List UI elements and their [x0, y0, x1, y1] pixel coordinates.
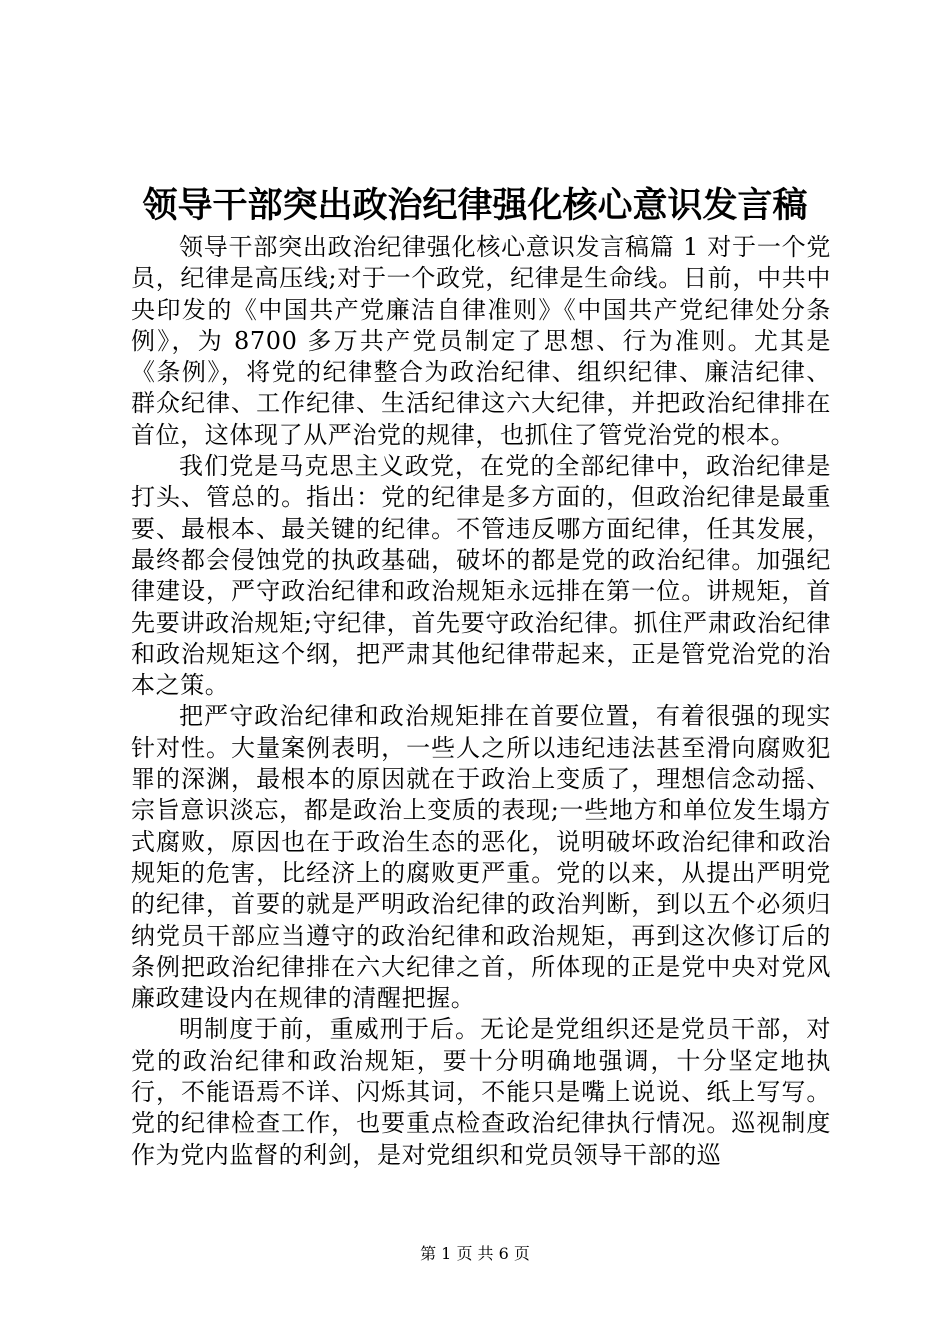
document-title: 领导干部突出政治纪律强化核心意识发言稿	[142, 185, 808, 226]
paragraph-2: 我们党是马克思主义政党，在党的全部纪律中，政治纪律是打头、管总的。指出：党的纪律是多方面的，但政治纪律是最重要、最根本、最关键的纪律。不管违反哪方面纪律，任其发展，最终都会侵蚀党的执政基础，破坏的都是党的政治纪律。加强纪律建设，严守政治纪律和政治规矩永远排在第一位。讲规矩，首先要讲政治规矩;守纪律，首先要守政治纪律。抓住严肃政治纪律和政治规矩这个纲，把严肃其他纪律带起来，正是管党治党的治本之策。	[131, 452, 831, 700]
page-number-footer: 第 1 页 共 6 页	[420, 1244, 530, 1263]
paragraph-1: 领导干部突出政治纪律强化核心意识发言稿篇 1 对于一个党员，纪律是高压线;对于一个政党，纪律是生命线。日前，中共中央印发的《中国共产党廉洁自律准则》《中国共产党纪律处分条例》，为 8700 多万共产党员制定了思想、行为准则。尤其是《条例》，将党的纪律整合为政治纪律、组织纪律、廉洁纪律、群众纪律、工作纪律、生活纪律这六大纪律，并把政治纪律排在首位，这体现了从严治党的规律，也抓住了管党治党的根本。	[131, 233, 831, 449]
document-body	[131, 232, 831, 1171]
paragraph-3: 把严守政治纪律和政治规矩排在首要位置，有着很强的现实针对性。大量案例表明，一些人之所以违纪违法甚至滑向腐败犯罪的深渊，最根本的原因就在于政治上变质了，理想信念动摇、宗旨意识淡忘，都是政治上变质的表现;一些地方和单位发生塌方式腐败，原因也在于政治生态的恶化，说明破坏政治纪律和政治规矩的危害，比经济上的腐败更严重。党的以来，从提出严明党的纪律，首要的就是严明政治纪律的政治判断，到以五个必须归纳党员干部应当遵守的政治纪律和政治规矩，再到这次修订后的条例把政治纪律排在六大纪律之首，所体现的正是党中央对党风廉政建设内在规律的清醒把握。	[131, 702, 831, 1013]
paragraph-4: 明制度于前，重威刑于后。无论是党组织还是党员干部，对党的政治纪律和政治规矩，要十分明确地强调，十分坚定地执行，不能语焉不详、闪烁其词，不能只是嘴上说说、纸上写写。党的纪律检查工作，也要重点检查政治纪律执行情况。巡视制度作为党内监督的利剑，是对党组织和党员领导干部的巡	[131, 1015, 831, 1169]
